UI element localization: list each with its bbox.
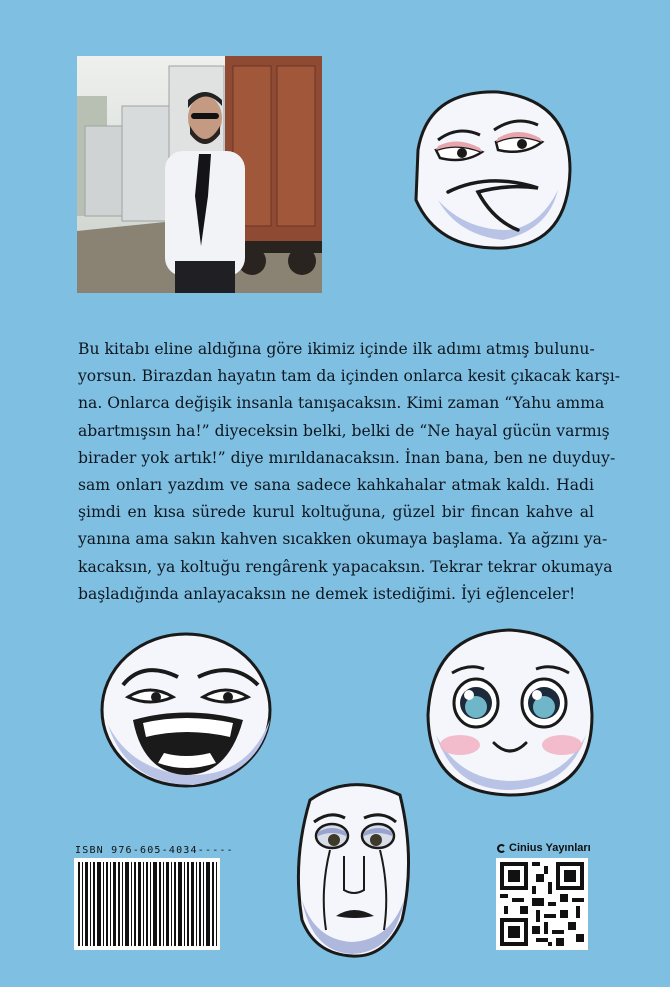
- blurb-line: yorsun. Birazdan hayatın tam da içinden onlarca kesit çıkacak karşı-: [78, 367, 620, 386]
- blurb-line: yanına ama sakın kahven sıcakken okumaya başlama. Ya ağzını ya-: [78, 530, 608, 549]
- blurb-line: kacaksın, ya koltuğu rengârenk yapacaksın. Tekrar tekrar okumaya: [78, 557, 613, 576]
- qr-code: [496, 858, 588, 950]
- blurb-line: na. Onlarca değişik insanla tanışacaksın. Kimi zaman “Yahu amma: [78, 394, 605, 413]
- blurb-line: başladığında anlayacaksın ne demek istediğimi. İyi eğlenceler!: [78, 584, 576, 603]
- blurb-line: Bu kitabı eline aldığına göre ikimiz içinde ilk adımı atmış bulunu-: [78, 340, 595, 358]
- isbn-text: ISBN 976-605-4034-----: [75, 845, 234, 856]
- blurb-line: birader yok artık!” diye mırıldanacaksın. İnan bana, ben ne duyduy-: [78, 448, 616, 467]
- author-photo: [77, 56, 322, 293]
- blurb-line: abartmışsın ha!” diyeceksin belki, belki de “Ne hayal gücün varmış: [78, 421, 610, 440]
- publisher-logo-icon: [497, 844, 506, 853]
- blurb-line: sam onları yazdım ve sana sadece kahkahalar atmak kaldı. Hadi: [78, 476, 594, 495]
- pleading-meme-face: [424, 625, 596, 800]
- unimpressed-meme-face: [398, 80, 578, 255]
- blurb-line: şimdi en kısa sürede kurul koltuğuna, güzel bir fincan kahve al: [78, 503, 594, 522]
- sad-meme-face: [290, 770, 418, 960]
- isbn-barcode: [74, 858, 220, 950]
- laughing-meme-face: [98, 625, 276, 790]
- publisher-name: [497, 842, 591, 854]
- publisher-label: Cinius Yayınları: [509, 842, 591, 854]
- back-cover-blurb: [78, 336, 620, 608]
